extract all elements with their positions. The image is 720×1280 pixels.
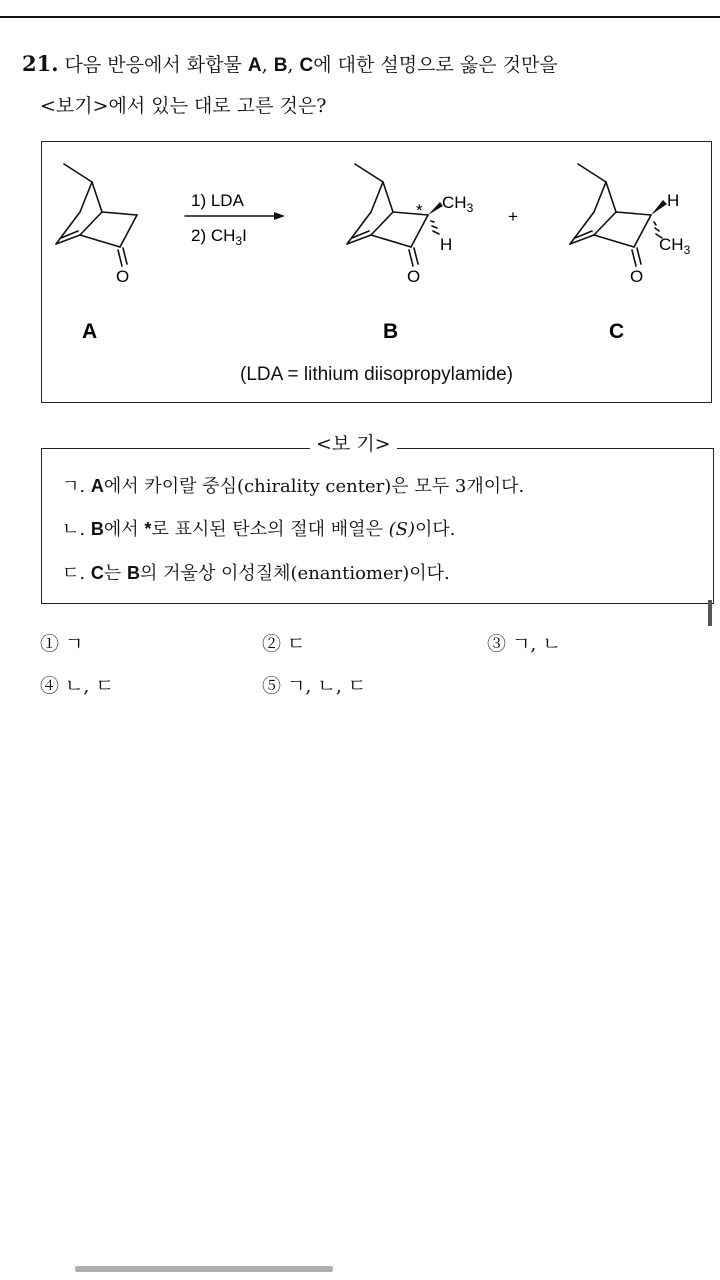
choice-5[interactable]: ⑤ ㄱ, ㄴ, ㄷ <box>262 675 367 697</box>
margin-marker <box>708 600 712 626</box>
hydrogen-label-c: H <box>667 191 680 210</box>
lda-footnote: (LDA = lithium diisopropylamide) <box>240 364 513 385</box>
hydrogen-label-b: H <box>440 235 453 254</box>
top-rule <box>0 16 720 18</box>
bogi-item-mark: ㄷ. <box>62 563 91 584</box>
question-stem <box>22 44 718 126</box>
bogi-title: <보 기> <box>310 432 397 456</box>
wedge-bond-c <box>651 200 667 215</box>
oxygen-label-b: O <box>407 267 421 286</box>
question-text-line2: <보기>에서 있는 대로 고른 것은? <box>40 95 327 117</box>
reaction-scheme <box>41 141 712 403</box>
bogi-item-mark: ㄴ. <box>62 519 91 540</box>
compound-ref-c: C <box>90 563 104 583</box>
compound-ref-b: B <box>273 55 288 76</box>
question-number: 21. <box>22 51 59 76</box>
star-mark: * <box>144 519 152 539</box>
choice-2[interactable]: ② ㄷ <box>262 633 306 655</box>
reagent-step2: 2) $CH_3I$ <box>191 226 247 248</box>
bogi-item-2 <box>62 516 456 543</box>
bogi-item-text: 로 표시된 탄소의 절대 배열은 <box>151 519 389 540</box>
plus-sign: + <box>508 207 518 226</box>
structure-c <box>570 164 662 266</box>
compound-ref-b: B <box>90 519 104 539</box>
compound-ref-c: C <box>299 55 314 76</box>
choice-4[interactable]: ④ ㄴ, ㄷ <box>40 675 114 697</box>
compound-ref-a: A <box>247 55 262 76</box>
choice-3[interactable]: ③ ㄱ, ㄴ <box>487 633 561 655</box>
compound-label-b: B <box>383 320 399 343</box>
bogi-item-text: 는 <box>103 563 127 584</box>
bogi-item-text: 에서 <box>103 519 145 540</box>
choice-1[interactable]: ① ㄱ <box>40 633 84 655</box>
stereocenter-star: * <box>416 201 423 220</box>
horizontal-scrollbar[interactable] <box>75 1266 333 1272</box>
bogi-item-1 <box>62 473 524 500</box>
compound-ref-b: B <box>126 563 140 583</box>
compound-label-a: A <box>82 320 98 343</box>
bogi-item-text: 에서 카이랄 중심(chirality center)은 모두 3개이다. <box>103 476 525 497</box>
wedge-bond-b <box>428 202 443 215</box>
structure-b <box>347 164 439 266</box>
separator: , <box>261 54 274 76</box>
oxygen-label-c: O <box>630 267 644 286</box>
bogi-item-mark: ㄱ. <box>62 476 91 497</box>
compound-label-c: C <box>609 320 625 343</box>
structure-a <box>56 164 137 266</box>
bogi-item-text: 이다. <box>415 519 456 540</box>
methyl-label-c: $CH_3$ <box>659 235 691 257</box>
oxygen-label-a: O <box>116 267 130 286</box>
configuration-label: (S) <box>388 519 416 540</box>
compound-ref-a: A <box>90 476 104 496</box>
question-text-part1: 다음 반응에서 화합물 <box>64 54 248 76</box>
arrow-head <box>274 212 285 220</box>
bogi-item-text: 의 거울상 이성질체(enantiomer)이다. <box>139 563 450 584</box>
separator: , <box>287 54 300 76</box>
methyl-label-b: $CH_3$ <box>442 193 474 215</box>
question-text-part2: 에 대한 설명으로 옳은 것만을 <box>313 54 558 76</box>
reagent-step1: 1) LDA <box>191 191 244 210</box>
bogi-item-3 <box>62 560 450 587</box>
